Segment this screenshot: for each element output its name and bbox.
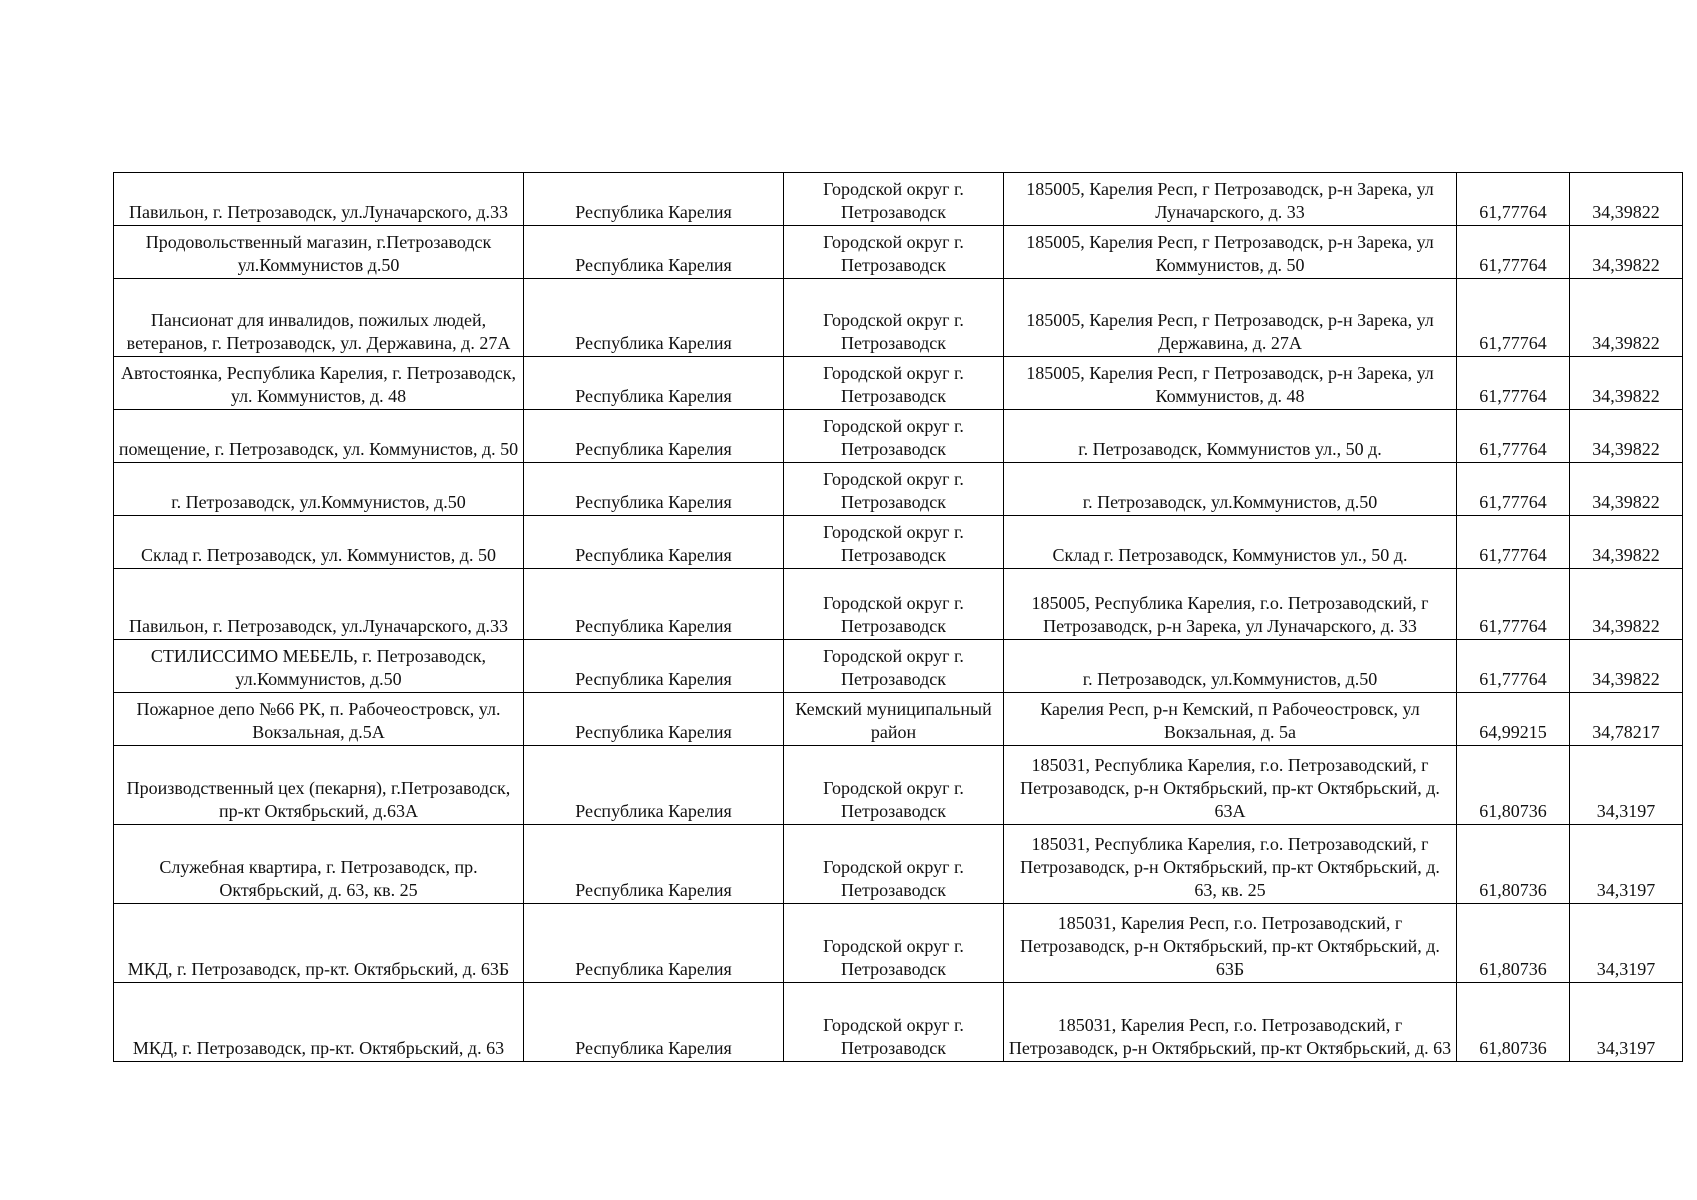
table-row [114,516,1683,569]
region-cell: Республика Карелия [524,693,784,746]
region-cell: Республика Карелия [524,226,784,279]
latitude-cell: 61,77764 [1457,569,1570,640]
region-cell: Республика Карелия [524,410,784,463]
object-name-cell: Склад г. Петрозаводск, ул. Коммунистов, д. 50 [114,516,524,569]
address-cell: Карелия Респ, р-н Кемский, п Рабочеостровск, ул Вокзальная, д. 5а [1004,693,1457,746]
latitude-cell: 61,80736 [1457,746,1570,825]
address-cell: 185005, Республика Карелия, г.о. Петрозаводский, г Петрозаводск, р-н Зарека, ул Луначарского, д. 33 [1004,569,1457,640]
object-name-cell: Павильон, г. Петрозаводск, ул.Луначарского, д.33 [114,173,524,226]
region-cell: Республика Карелия [524,983,784,1062]
object-name-cell: Пожарное депо №66 РК, п. Рабочеостровск, ул. Вокзальная, д.5А [114,693,524,746]
object-name-cell: помещение, г. Петрозаводск, ул. Коммунистов, д. 50 [114,410,524,463]
region-cell: Республика Карелия [524,569,784,640]
object-name-cell: Пансионат для инвалидов, пожилых людей, ветеранов, г. Петрозаводск, ул. Державина, д. 27А [114,279,524,357]
address-cell: 185005, Карелия Респ, г Петрозаводск, р-н Зарека, ул Луначарского, д. 33 [1004,173,1457,226]
table-row [114,279,1683,357]
table-row [114,410,1683,463]
municipality-cell: Городской округ г. Петрозаводск [784,226,1004,279]
longitude-cell: 34,39822 [1570,410,1683,463]
latitude-cell: 61,77764 [1457,357,1570,410]
municipality-cell: Городской округ г. Петрозаводск [784,173,1004,226]
object-name-cell: МКД, г. Петрозаводск, пр-кт. Октябрьский, д. 63 [114,983,524,1062]
latitude-cell: 61,77764 [1457,463,1570,516]
address-cell: г. Петрозаводск, ул.Коммунистов, д.50 [1004,463,1457,516]
latitude-cell: 61,77764 [1457,640,1570,693]
table-row [114,693,1683,746]
address-cell: Склад г. Петрозаводск, Коммунистов ул., 50 д. [1004,516,1457,569]
table-row [114,640,1683,693]
table-row [114,825,1683,904]
longitude-cell: 34,39822 [1570,226,1683,279]
municipality-cell: Городской округ г. Петрозаводск [784,825,1004,904]
region-cell: Республика Карелия [524,640,784,693]
address-cell: 185031, Республика Карелия, г.о. Петрозаводский, г Петрозаводск, р-н Октябрьский, пр-кт Октябрьский, д. 63, кв. 25 [1004,825,1457,904]
municipality-cell: Городской округ г. Петрозаводск [784,904,1004,983]
object-name-cell: г. Петрозаводск, ул.Коммунистов, д.50 [114,463,524,516]
latitude-cell: 64,99215 [1457,693,1570,746]
object-name-cell: Павильон, г. Петрозаводск, ул.Луначарского, д.33 [114,569,524,640]
municipality-cell: Городской округ г. Петрозаводск [784,357,1004,410]
object-name-cell: МКД, г. Петрозаводск, пр-кт. Октябрьский, д. 63Б [114,904,524,983]
object-name-cell: Автостоянка, Республика Карелия, г. Петрозаводск, ул. Коммунистов, д. 48 [114,357,524,410]
region-cell: Республика Карелия [524,173,784,226]
longitude-cell: 34,39822 [1570,640,1683,693]
address-cell: 185031, Карелия Респ, г.о. Петрозаводский, г Петрозаводск, р-н Октябрьский, пр-кт Октябрьский, д. 63 [1004,983,1457,1062]
longitude-cell: 34,3197 [1570,904,1683,983]
object-name-cell: СТИЛИССИМО МЕБЕЛЬ, г. Петрозаводск, ул.Коммунистов, д.50 [114,640,524,693]
region-cell: Республика Карелия [524,279,784,357]
region-cell: Республика Карелия [524,357,784,410]
longitude-cell: 34,39822 [1570,463,1683,516]
municipality-cell: Городской округ г. Петрозаводск [784,640,1004,693]
address-cell: 185005, Карелия Респ, г Петрозаводск, р-н Зарека, ул Коммунистов, д. 50 [1004,226,1457,279]
longitude-cell: 34,3197 [1570,746,1683,825]
longitude-cell: 34,3197 [1570,983,1683,1062]
municipality-cell: Городской округ г. Петрозаводск [784,746,1004,825]
address-cell: г. Петрозаводск, Коммунистов ул., 50 д. [1004,410,1457,463]
object-name-cell: Продовольственный магазин, г.Петрозаводск ул.Коммунистов д.50 [114,226,524,279]
longitude-cell: 34,39822 [1570,279,1683,357]
objects-table [113,172,1683,1062]
longitude-cell: 34,3197 [1570,825,1683,904]
address-cell: 185005, Карелия Респ, г Петрозаводск, р-н Зарека, ул Державина, д. 27А [1004,279,1457,357]
address-cell: г. Петрозаводск, ул.Коммунистов, д.50 [1004,640,1457,693]
municipality-cell: Городской округ г. Петрозаводск [784,463,1004,516]
municipality-cell: Городской округ г. Петрозаводск [784,279,1004,357]
longitude-cell: 34,78217 [1570,693,1683,746]
table-row [114,746,1683,825]
region-cell: Республика Карелия [524,825,784,904]
table-row [114,569,1683,640]
municipality-cell: Кемский муниципальный район [784,693,1004,746]
latitude-cell: 61,77764 [1457,410,1570,463]
table-row [114,983,1683,1062]
latitude-cell: 61,80736 [1457,904,1570,983]
table-row [114,226,1683,279]
latitude-cell: 61,77764 [1457,173,1570,226]
address-cell: 185031, Республика Карелия, г.о. Петрозаводский, г Петрозаводск, р-н Октябрьский, пр-кт Октябрьский, д. 63А [1004,746,1457,825]
municipality-cell: Городской округ г. Петрозаводск [784,516,1004,569]
table-row [114,357,1683,410]
longitude-cell: 34,39822 [1570,173,1683,226]
latitude-cell: 61,77764 [1457,279,1570,357]
region-cell: Республика Карелия [524,463,784,516]
longitude-cell: 34,39822 [1570,569,1683,640]
table-row [114,463,1683,516]
longitude-cell: 34,39822 [1570,516,1683,569]
municipality-cell: Городской округ г. Петрозаводск [784,983,1004,1062]
latitude-cell: 61,80736 [1457,983,1570,1062]
table-row [114,173,1683,226]
latitude-cell: 61,77764 [1457,516,1570,569]
latitude-cell: 61,80736 [1457,825,1570,904]
latitude-cell: 61,77764 [1457,226,1570,279]
address-cell: 185005, Карелия Респ, г Петрозаводск, р-н Зарека, ул Коммунистов, д. 48 [1004,357,1457,410]
region-cell: Республика Карелия [524,904,784,983]
municipality-cell: Городской округ г. Петрозаводск [784,410,1004,463]
object-name-cell: Производственный цех (пекарня), г.Петрозаводск, пр-кт Октябрьский, д.63А [114,746,524,825]
municipality-cell: Городской округ г. Петрозаводск [784,569,1004,640]
address-cell: 185031, Карелия Респ, г.о. Петрозаводский, г Петрозаводск, р-н Октябрьский, пр-кт Октябрьский, д. 63Б [1004,904,1457,983]
table-row [114,904,1683,983]
longitude-cell: 34,39822 [1570,357,1683,410]
region-cell: Республика Карелия [524,746,784,825]
object-name-cell: Служебная квартира, г. Петрозаводск, пр. Октябрьский, д. 63, кв. 25 [114,825,524,904]
region-cell: Республика Карелия [524,516,784,569]
